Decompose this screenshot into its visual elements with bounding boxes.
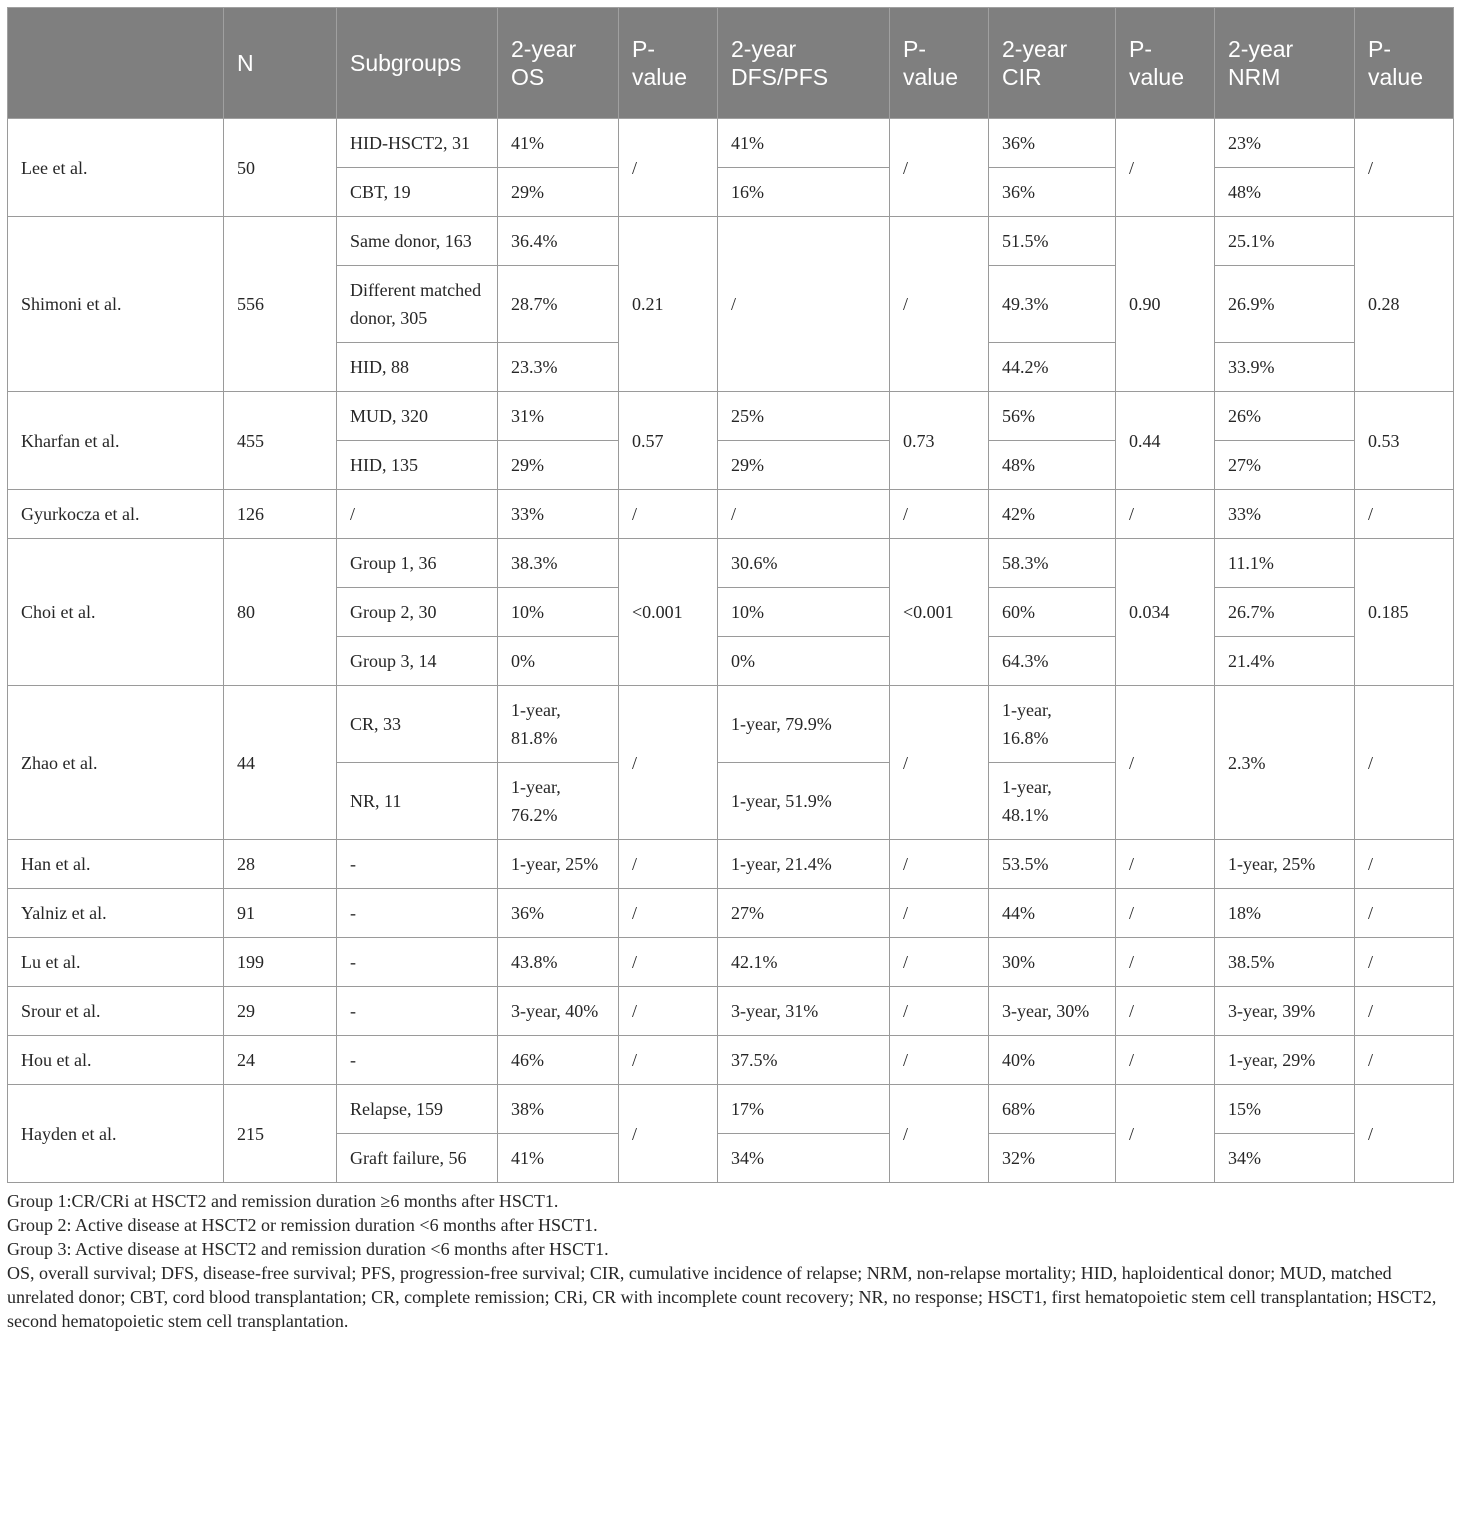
subgroup: Different matched donor, 305 [337, 266, 498, 343]
os-value: 29% [498, 441, 619, 490]
cir-value: 53.5% [989, 840, 1116, 889]
os-p-value: / [619, 490, 718, 539]
sample-size: 215 [224, 1085, 337, 1183]
column-header [8, 8, 224, 119]
nrm-p-value: / [1355, 490, 1454, 539]
os-value: 41% [498, 1134, 619, 1183]
dfs-value: / [718, 217, 890, 392]
column-header: 2-year OS [498, 8, 619, 119]
dfs-value: 42.1% [718, 938, 890, 987]
cir-value: 1-year, 16.8% [989, 686, 1116, 763]
os-value: 43.8% [498, 938, 619, 987]
os-value: 1-year, 81.8% [498, 686, 619, 763]
nrm-p-value: / [1355, 889, 1454, 938]
nrm-value: 1-year, 29% [1215, 1036, 1355, 1085]
footnote: OS, overall survival; DFS, disease-free survival; PFS, progression-free survival; CIR, cumulative incidence of relapse; NRM, non-relapse mortality; HID, haploidentical donor; MUD, matched unrelated donor; CBT, cord blood transplantation; CR, complete remission; CRi, CR with incomplete count recovery; NR, no response; HSCT1, first hematopoietic stem cell transplantation; HSCT2, second hematopoietic stem cell transplantation. [7, 1263, 1437, 1331]
os-value: 3-year, 40% [498, 987, 619, 1036]
cir-value: 48% [989, 441, 1116, 490]
nrm-p-value: 0.28 [1355, 217, 1454, 392]
os-p-value: / [619, 840, 718, 889]
os-value: 38% [498, 1085, 619, 1134]
subgroup: - [337, 1036, 498, 1085]
cir-value: 60% [989, 588, 1116, 637]
nrm-value: 15% [1215, 1085, 1355, 1134]
cir-p-value: / [1116, 1036, 1215, 1085]
table-row [8, 119, 1454, 168]
subgroup: Group 2, 30 [337, 588, 498, 637]
study-name: Srour et al. [8, 987, 224, 1036]
dfs-p-value: / [890, 889, 989, 938]
subgroup: Group 3, 14 [337, 637, 498, 686]
nrm-p-value: / [1355, 1085, 1454, 1183]
dfs-value: 0% [718, 637, 890, 686]
subgroup: Group 1, 36 [337, 539, 498, 588]
nrm-value: 1-year, 25% [1215, 840, 1355, 889]
cir-p-value: / [1116, 987, 1215, 1036]
nrm-p-value: 0.185 [1355, 539, 1454, 686]
cir-p-value: / [1116, 1085, 1215, 1183]
dfs-value: / [718, 490, 890, 539]
nrm-value: 23% [1215, 119, 1355, 168]
table-body [8, 119, 1454, 1183]
dfs-value: 1-year, 21.4% [718, 840, 890, 889]
sample-size: 91 [224, 889, 337, 938]
column-header: P-value [890, 8, 989, 119]
os-p-value: 0.57 [619, 392, 718, 490]
dfs-value: 30.6% [718, 539, 890, 588]
study-name: Yalniz et al. [8, 889, 224, 938]
subgroup: Same donor, 163 [337, 217, 498, 266]
cir-p-value: / [1116, 490, 1215, 539]
cir-p-value: / [1116, 840, 1215, 889]
study-name: Zhao et al. [8, 686, 224, 840]
os-value: 10% [498, 588, 619, 637]
table-row [8, 938, 1454, 987]
nrm-value: 11.1% [1215, 539, 1355, 588]
subgroup: - [337, 938, 498, 987]
dfs-value: 1-year, 51.9% [718, 763, 890, 840]
dfs-p-value: / [890, 1085, 989, 1183]
nrm-value: 26.9% [1215, 266, 1355, 343]
table-row [8, 987, 1454, 1036]
table-row [8, 840, 1454, 889]
cir-value: 42% [989, 490, 1116, 539]
cir-p-value: / [1116, 119, 1215, 217]
dfs-value: 29% [718, 441, 890, 490]
table-row [8, 889, 1454, 938]
column-header: 2-year CIR [989, 8, 1116, 119]
column-header: 2-year DFS/PFS [718, 8, 890, 119]
column-header: P-value [1116, 8, 1215, 119]
dfs-value: 10% [718, 588, 890, 637]
nrm-p-value: 0.53 [1355, 392, 1454, 490]
subgroup: CR, 33 [337, 686, 498, 763]
cir-p-value: / [1116, 938, 1215, 987]
sample-size: 455 [224, 392, 337, 490]
sample-size: 24 [224, 1036, 337, 1085]
dfs-value: 34% [718, 1134, 890, 1183]
study-name: Hou et al. [8, 1036, 224, 1085]
nrm-value: 38.5% [1215, 938, 1355, 987]
column-header: P-value [1355, 8, 1454, 119]
table-row [8, 686, 1454, 763]
cir-p-value: 0.44 [1116, 392, 1215, 490]
cir-value: 32% [989, 1134, 1116, 1183]
dfs-p-value: / [890, 987, 989, 1036]
dfs-value: 41% [718, 119, 890, 168]
subgroup: MUD, 320 [337, 392, 498, 441]
nrm-p-value: / [1355, 686, 1454, 840]
nrm-value: 2.3% [1215, 686, 1355, 840]
study-name: Gyurkocza et al. [8, 490, 224, 539]
dfs-p-value: / [890, 490, 989, 539]
subgroup: Graft failure, 56 [337, 1134, 498, 1183]
cir-p-value: 0.034 [1116, 539, 1215, 686]
dfs-p-value: / [890, 119, 989, 217]
sample-size: 50 [224, 119, 337, 217]
nrm-value: 34% [1215, 1134, 1355, 1183]
subgroup: NR, 11 [337, 763, 498, 840]
os-p-value: / [619, 987, 718, 1036]
nrm-value: 25.1% [1215, 217, 1355, 266]
sample-size: 29 [224, 987, 337, 1036]
os-value: 1-year, 76.2% [498, 763, 619, 840]
os-value: 41% [498, 119, 619, 168]
header-row [8, 8, 1454, 119]
os-value: 36% [498, 889, 619, 938]
nrm-p-value: / [1355, 938, 1454, 987]
nrm-p-value: / [1355, 987, 1454, 1036]
cir-p-value: / [1116, 889, 1215, 938]
study-name: Kharfan et al. [8, 392, 224, 490]
subgroup: CBT, 19 [337, 168, 498, 217]
os-value: 1-year, 25% [498, 840, 619, 889]
sample-size: 556 [224, 217, 337, 392]
subgroup: - [337, 840, 498, 889]
nrm-value: 27% [1215, 441, 1355, 490]
footnote: Group 1:CR/CRi at HSCT2 and remission duration ≥6 months after HSCT1. [7, 1191, 559, 1211]
cir-p-value: 0.90 [1116, 217, 1215, 392]
os-p-value: 0.21 [619, 217, 718, 392]
dfs-value: 37.5% [718, 1036, 890, 1085]
cir-value: 58.3% [989, 539, 1116, 588]
table-header [8, 8, 1454, 119]
sample-size: 28 [224, 840, 337, 889]
dfs-p-value: / [890, 938, 989, 987]
os-value: 36.4% [498, 217, 619, 266]
cir-value: 68% [989, 1085, 1116, 1134]
dfs-p-value: <0.001 [890, 539, 989, 686]
table-row [8, 1036, 1454, 1085]
study-name: Lu et al. [8, 938, 224, 987]
table-container [7, 7, 1453, 1333]
nrm-p-value: / [1355, 1036, 1454, 1085]
dfs-value: 1-year, 79.9% [718, 686, 890, 763]
cir-value: 44.2% [989, 343, 1116, 392]
study-name: Lee et al. [8, 119, 224, 217]
os-p-value: / [619, 1085, 718, 1183]
cir-value: 36% [989, 119, 1116, 168]
cir-p-value: / [1116, 686, 1215, 840]
study-name: Shimoni et al. [8, 217, 224, 392]
table-row [8, 217, 1454, 266]
nrm-value: 18% [1215, 889, 1355, 938]
dfs-value: 25% [718, 392, 890, 441]
sample-size: 44 [224, 686, 337, 840]
cir-value: 51.5% [989, 217, 1116, 266]
nrm-value: 21.4% [1215, 637, 1355, 686]
dfs-p-value: / [890, 686, 989, 840]
os-value: 0% [498, 637, 619, 686]
subgroup: / [337, 490, 498, 539]
cir-value: 1-year, 48.1% [989, 763, 1116, 840]
study-name: Han et al. [8, 840, 224, 889]
os-value: 33% [498, 490, 619, 539]
study-name: Choi et al. [8, 539, 224, 686]
subgroup: HID, 88 [337, 343, 498, 392]
results-table [7, 7, 1454, 1183]
subgroup: Relapse, 159 [337, 1085, 498, 1134]
dfs-value: 3-year, 31% [718, 987, 890, 1036]
os-value: 31% [498, 392, 619, 441]
footnotes [7, 1189, 1453, 1333]
subgroup: - [337, 987, 498, 1036]
os-p-value: <0.001 [619, 539, 718, 686]
nrm-value: 48% [1215, 168, 1355, 217]
nrm-p-value: / [1355, 840, 1454, 889]
cir-value: 3-year, 30% [989, 987, 1116, 1036]
dfs-p-value: / [890, 1036, 989, 1085]
table-row [8, 539, 1454, 588]
cir-value: 56% [989, 392, 1116, 441]
os-value: 46% [498, 1036, 619, 1085]
dfs-p-value: / [890, 840, 989, 889]
column-header: 2-year NRM [1215, 8, 1355, 119]
cir-value: 40% [989, 1036, 1116, 1085]
cir-value: 44% [989, 889, 1116, 938]
subgroup: HID-HSCT2, 31 [337, 119, 498, 168]
cir-value: 36% [989, 168, 1116, 217]
nrm-value: 26.7% [1215, 588, 1355, 637]
study-name: Hayden et al. [8, 1085, 224, 1183]
nrm-value: 3-year, 39% [1215, 987, 1355, 1036]
nrm-value: 33.9% [1215, 343, 1355, 392]
dfs-value: 27% [718, 889, 890, 938]
dfs-p-value: / [890, 217, 989, 392]
os-p-value: / [619, 686, 718, 840]
sample-size: 80 [224, 539, 337, 686]
os-value: 23.3% [498, 343, 619, 392]
os-p-value: / [619, 1036, 718, 1085]
column-header: Subgroups [337, 8, 498, 119]
column-header: P-value [619, 8, 718, 119]
nrm-value: 26% [1215, 392, 1355, 441]
table-row [8, 490, 1454, 539]
cir-value: 30% [989, 938, 1116, 987]
dfs-value: 17% [718, 1085, 890, 1134]
column-header: N [224, 8, 337, 119]
dfs-value: 16% [718, 168, 890, 217]
nrm-p-value: / [1355, 119, 1454, 217]
os-value: 38.3% [498, 539, 619, 588]
os-value: 29% [498, 168, 619, 217]
table-row [8, 1085, 1454, 1134]
cir-value: 64.3% [989, 637, 1116, 686]
nrm-value: 33% [1215, 490, 1355, 539]
sample-size: 199 [224, 938, 337, 987]
os-p-value: / [619, 889, 718, 938]
cir-value: 49.3% [989, 266, 1116, 343]
dfs-p-value: 0.73 [890, 392, 989, 490]
os-value: 28.7% [498, 266, 619, 343]
os-p-value: / [619, 938, 718, 987]
subgroup: - [337, 889, 498, 938]
subgroup: HID, 135 [337, 441, 498, 490]
os-p-value: / [619, 119, 718, 217]
footnote: Group 3: Active disease at HSCT2 and remission duration <6 months after HSCT1. [7, 1239, 609, 1259]
footnote: Group 2: Active disease at HSCT2 or remission duration <6 months after HSCT1. [7, 1215, 598, 1235]
sample-size: 126 [224, 490, 337, 539]
table-row [8, 392, 1454, 441]
